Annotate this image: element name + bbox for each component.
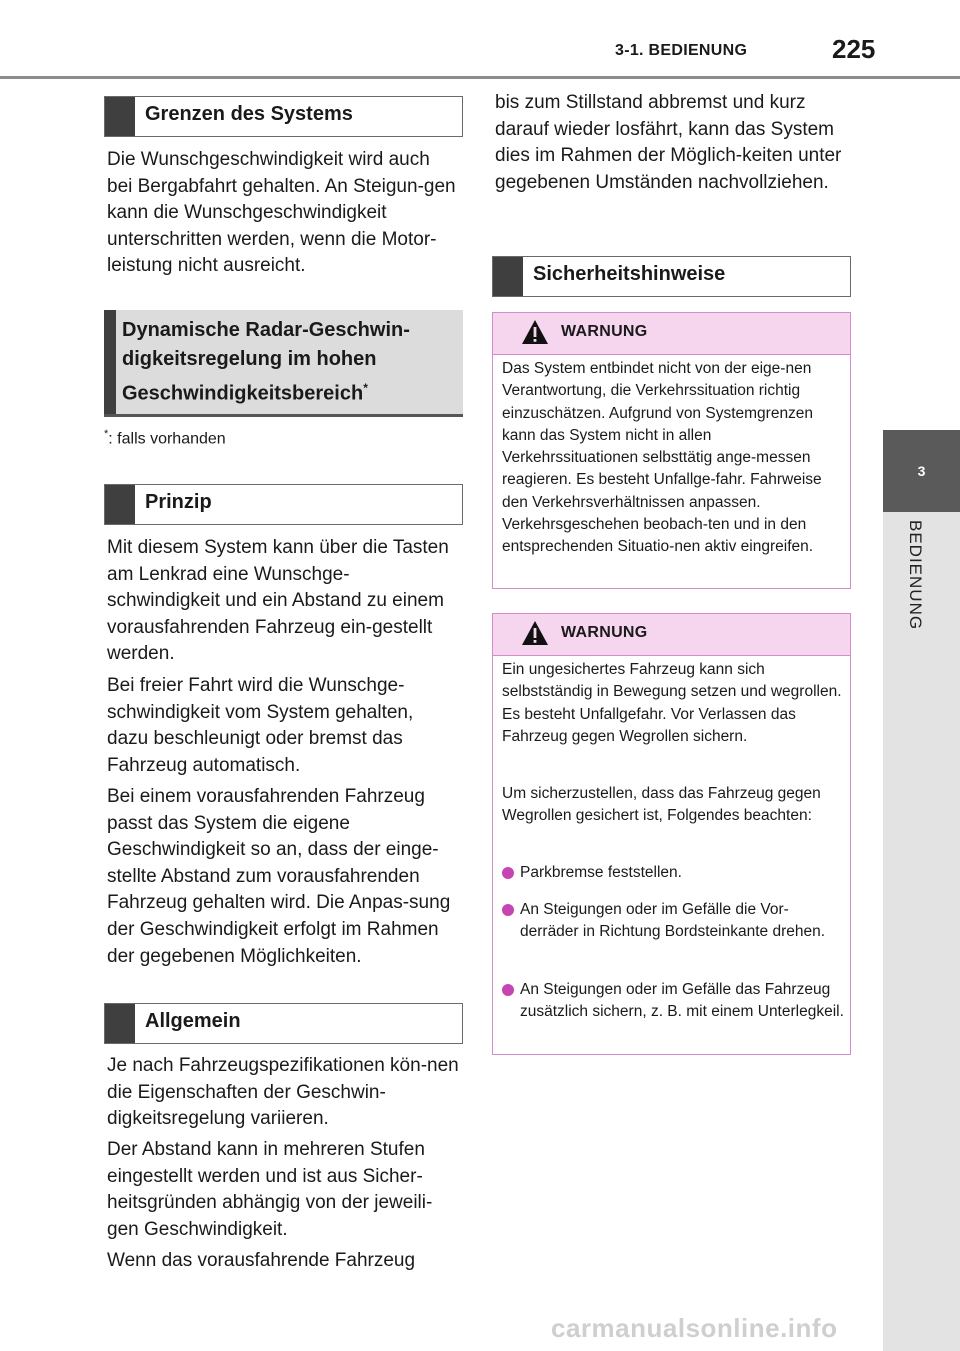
bullet-dot-icon — [502, 984, 514, 996]
footnote-marker: * — [363, 381, 368, 395]
heading-text: Sicherheitshinweise — [533, 263, 726, 285]
paragraph: Wenn das vorausfahrende Fahrzeug — [107, 1250, 416, 1271]
footnote — [104, 428, 226, 448]
chapter-tab-number: 3 — [883, 430, 960, 512]
bullet-dot-icon — [502, 904, 514, 916]
paragraph: Die Wunschgeschwindigkeit wird auch bei Bergabfahrt gehalten. An Steigun-gen kann die Wunschgeschwindigkeit unterschritten werden, wenn die Motor-leistung nicht ausreicht. — [107, 149, 456, 277]
warning-title: WARNUNG — [561, 624, 648, 641]
heading-bar — [105, 1004, 135, 1043]
warning-header — [493, 614, 850, 656]
paragraph: Bei einem vorausfahrenden Fahrzeug passt das System die eigene Geschwindigkeit so an, dass der einge-stellte Abstand zum vorausfahrenden Fahrzeug gehalten wird. Die Anpas-sung der Geschwindigkeit erfolgt im Rahmen der gegebenen Möglichkeiten. — [107, 786, 451, 967]
heading-line-text: Geschwindigkeitsbereich — [122, 382, 364, 405]
heading-line — [122, 374, 457, 409]
heading-bar — [105, 97, 135, 136]
warning-text: Um sicherzustellen, dass das Fahrzeug gegen Wegrollen gesichert ist, Folgendes beachten: — [502, 785, 821, 825]
heading-bar — [104, 310, 116, 414]
footnote-marker: * — [104, 428, 109, 440]
heading-grenzen — [104, 96, 463, 137]
heading-text: Allgemein — [145, 1010, 241, 1032]
watermark: carmanualsonline.info — [551, 1313, 838, 1343]
warning-title: WARNUNG — [561, 323, 648, 340]
paragraph: Mit diesem System kann über die Tasten am Lenkrad eine Wunschge-schwindigkeit und ein Abstand zu einem vorausfahrenden Fahrzeug ein-gestellt werden. — [107, 537, 449, 665]
heading-text — [122, 316, 457, 409]
bullet-item — [502, 862, 844, 886]
warning-box — [492, 613, 851, 1055]
heading-prinzip — [104, 484, 463, 525]
heading-line: digkeitsregelung im hohen — [122, 348, 377, 370]
warning-triangle-icon — [521, 620, 549, 646]
header-rule — [0, 76, 960, 79]
paragraph: Der Abstand kann in mehreren Stufen eingestellt werden und ist aus Sicher-heitsgründen abhängig von der jeweili-gen Geschwindigkeit. — [107, 1139, 433, 1240]
paragraph: bis zum Stillstand abbremst und kurz darauf wieder losfährt, kann das System dies im Rahmen der Möglich-keiten unter gegebenen Umständen nachvollziehen. — [495, 92, 842, 193]
warning-box — [492, 312, 851, 589]
heading-text: Grenzen des Systems — [145, 103, 353, 125]
page-number: 225 — [832, 34, 876, 64]
heading-bar — [493, 257, 523, 296]
heading-sicherheitshinweise — [492, 256, 851, 297]
heading-text: Prinzip — [145, 491, 212, 513]
bullet-text: Parkbremse feststellen. — [520, 864, 682, 881]
section-title: 3-1. BEDIENUNG — [615, 42, 748, 59]
paragraph: Bei freier Fahrt wird die Wunschge-schwindigkeit vom System gehalten, dazu beschleunigt oder bremst das Fahrzeug automatisch. — [107, 675, 414, 776]
chapter-tab-label: BEDIENUNG — [906, 520, 925, 631]
warning-triangle-icon — [521, 319, 549, 345]
paragraph: Je nach Fahrzeugspezifikationen kön-nen die Eigenschaften der Geschwin-digkeitsregelung variieren. — [107, 1055, 459, 1130]
chapter-tab-strip — [883, 512, 960, 1351]
heading-dynamic-radar — [104, 310, 463, 417]
warning-text: Das System entbindet nicht von der eige-nen Verantwortung, die Verkehrssituation richtig einzuschätzen. Aufgrund von Systemgrenzen kann das System nicht in allen Verkehrssituationen selbsttätig ange-messen reagieren. Es besteht Unfallge-fahr. Fahrweise den Verkehrsverhältnissen anpassen. Verkehrsgeschehen beobach-ten und in den entsprechenden Situatio-nen aktiv eingreifen. — [502, 360, 822, 556]
warning-header — [493, 313, 850, 355]
bullet-item — [502, 979, 844, 1047]
bullet-text: An Steigungen oder im Gefälle die Vor-derräder in Richtung Bordsteinkante drehen. — [520, 901, 826, 941]
heading-line: Dynamische Radar-Geschwin- — [122, 319, 410, 341]
heading-allgemein — [104, 1003, 463, 1044]
bullet-item — [502, 899, 844, 967]
heading-bar — [105, 485, 135, 524]
bullet-text: An Steigungen oder im Gefälle das Fahrzeug zusätzlich sichern, z. B. mit einem Unterlegkeil. — [520, 981, 844, 1021]
footnote-text: : falls vorhanden — [108, 430, 226, 448]
warning-text: Ein ungesichertes Fahrzeug kann sich selbstständig in Bewegung setzen und wegrollen. Es besteht Unfallgefahr. Vor Verlassen das Fahrzeug gegen Wegrollen sichern. — [502, 661, 842, 745]
bullet-dot-icon — [502, 867, 514, 879]
